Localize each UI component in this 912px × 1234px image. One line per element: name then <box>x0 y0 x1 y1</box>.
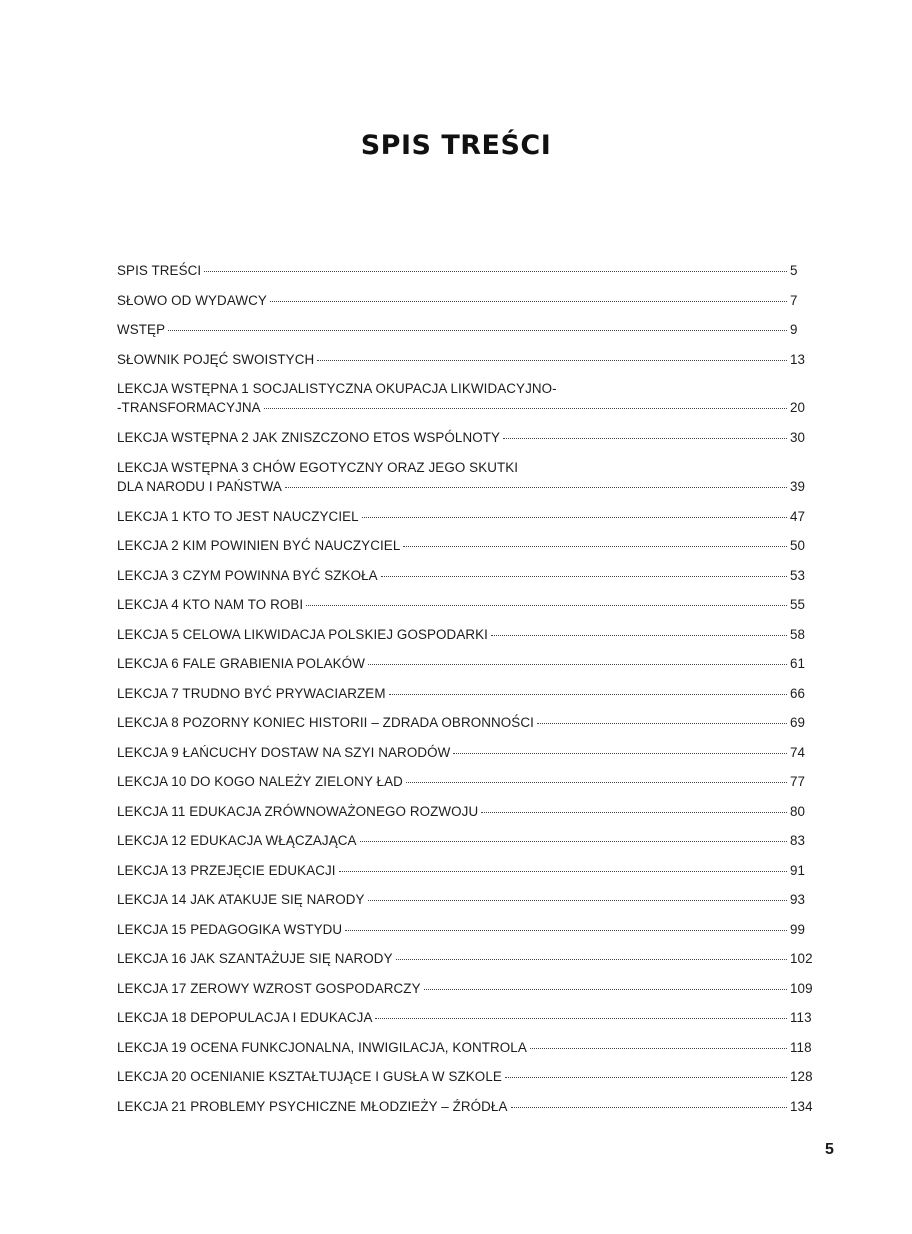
toc-entry[interactable] <box>117 976 820 1006</box>
toc-entry-title: LEKCJA 5 CELOWA LIKWIDACJA POLSKIEJ GOSPODARKI <box>117 626 488 642</box>
toc-entry-title: LEKCJA 14 JAK ATAKUJE SIĘ NARODY <box>117 892 365 907</box>
toc-entry-page: 13 <box>790 351 806 367</box>
toc-entry-page: 134 <box>790 1098 813 1114</box>
toc-entry[interactable] <box>117 533 820 563</box>
dot-leader <box>389 694 787 695</box>
toc-entry[interactable] <box>117 917 820 947</box>
dot-leader <box>381 576 787 577</box>
toc-entry-page: 58 <box>790 626 806 642</box>
toc-entry[interactable] <box>117 622 820 652</box>
toc-entry-title: SPIS TREŚCI <box>117 263 202 278</box>
toc-entry-title: SŁOWO OD WYDAWCY <box>117 292 267 308</box>
toc-entry-page: 118 <box>790 1039 812 1055</box>
toc-entry[interactable] <box>117 376 820 425</box>
toc-entry[interactable] <box>117 455 820 504</box>
toc-entry-title: LEKCJA 17 ZEROWY WZROST GOSPODARCZY <box>117 980 421 996</box>
toc-entry-page: 102 <box>790 951 813 966</box>
dot-leader <box>396 959 787 960</box>
dot-leader <box>511 1107 787 1108</box>
toc-entry-title: LEKCJA 12 EDUKACJA WŁĄCZAJĄCA <box>117 833 357 848</box>
dot-leader <box>345 930 787 931</box>
toc-entry-page: 91 <box>790 862 806 878</box>
dot-leader <box>360 841 787 842</box>
toc-entry-page: 5 <box>790 263 798 278</box>
toc-entry[interactable] <box>117 858 820 888</box>
toc-entry-title: -TRANSFORMACYJNA <box>117 400 261 415</box>
toc-entry[interactable] <box>117 563 820 593</box>
toc-entry[interactable] <box>117 504 820 534</box>
toc-entry-page: 53 <box>790 567 806 583</box>
dot-leader <box>403 546 787 547</box>
toc-entry-page: 61 <box>790 656 806 671</box>
toc-entry-title: LEKCJA 18 DEPOPULACJA I EDUKACJA <box>117 1010 373 1025</box>
toc-entry[interactable] <box>117 681 820 711</box>
dot-leader <box>264 408 787 409</box>
page-title: SPIS TREŚCI <box>360 130 552 162</box>
toc-entry-title: LEKCJA WSTĘPNA 2 JAK ZNISZCZONO ETOS WSPÓLNOTY <box>117 430 501 445</box>
toc-entry-page: 66 <box>790 685 806 701</box>
toc-entry-title: DLA NARODU I PAŃSTWA <box>117 478 282 494</box>
dot-leader <box>339 871 787 872</box>
toc-entry-title: LEKCJA 3 CZYM POWINNA BYĆ SZKOŁA <box>117 567 378 583</box>
toc-entry-title: LEKCJA 2 KIM POWINIEN BYĆ NAUCZYCIEL <box>117 538 401 553</box>
toc-entry-title-line: LEKCJA WSTĘPNA 3 CHÓW EGOTYCZNY ORAZ JEGO SKUTKI <box>117 459 519 475</box>
toc-entry-title: LEKCJA 13 PRZEJĘCIE EDUKACJI <box>117 862 336 878</box>
dot-leader <box>285 487 787 488</box>
toc-entry-title: LEKCJA 21 PROBLEMY PSYCHICZNE MŁODZIEŻY – ŹRÓDŁA <box>117 1098 508 1114</box>
toc-entry-title: LEKCJA 6 FALE GRABIENIA POLAKÓW <box>117 656 365 671</box>
toc-entry[interactable] <box>117 1094 820 1124</box>
dot-leader <box>503 438 787 439</box>
toc-entry-page: 83 <box>790 833 806 848</box>
toc-entry-title: LEKCJA 10 DO KOGO NALEŻY ZIELONY ŁAD <box>117 774 403 789</box>
toc-entry-title: LEKCJA 11 EDUKACJA ZRÓWNOWAŻONEGO ROZWOJU <box>117 803 479 819</box>
toc-entry-page: 20 <box>790 400 806 415</box>
page-number: 5 <box>825 1141 834 1158</box>
dot-leader <box>530 1048 787 1049</box>
toc-entry[interactable] <box>117 651 820 681</box>
toc-entry-page: 69 <box>790 715 806 730</box>
toc-entry-title: LEKCJA 4 KTO NAM TO ROBI <box>117 597 304 612</box>
toc-entry-page: 109 <box>790 980 813 996</box>
toc-entry-title: SŁOWNIK POJĘĆ SWOISTYCH <box>117 351 315 367</box>
toc-entry-title: LEKCJA 20 OCENIANIE KSZTAŁTUJĄCE I GUSŁA W SZKOLE <box>117 1069 502 1084</box>
toc-entry-page: 80 <box>790 803 806 819</box>
toc-entry[interactable] <box>117 769 820 799</box>
dot-leader <box>368 664 787 665</box>
toc-entry-page: 7 <box>790 292 798 308</box>
toc-entry[interactable] <box>117 887 820 917</box>
dot-leader <box>453 753 787 754</box>
dot-leader <box>481 812 787 813</box>
toc-entry-page: 99 <box>790 921 806 937</box>
table-of-contents <box>117 258 820 1123</box>
toc-entry[interactable] <box>117 317 820 347</box>
toc-entry-page: 128 <box>790 1069 813 1084</box>
toc-entry-title: LEKCJA 16 JAK SZANTAŻUJE SIĘ NARODY <box>117 951 393 966</box>
toc-entry-title: LEKCJA 7 TRUDNO BYĆ PRYWACIARZEM <box>117 685 386 701</box>
toc-entry-title: LEKCJA 9 ŁAŃCUCHY DOSTAW NA SZYI NARODÓW <box>117 744 451 760</box>
toc-entry-page: 77 <box>790 774 806 789</box>
dot-leader <box>270 301 787 302</box>
toc-entry-title: LEKCJA 1 KTO TO JEST NAUCZYCIEL <box>117 508 359 524</box>
dot-leader <box>375 1018 787 1019</box>
toc-entry-title: LEKCJA 8 POZORNY KONIEC HISTORII – ZDRADA OBRONNOŚCI <box>117 715 534 730</box>
toc-entry-page: 50 <box>790 538 806 553</box>
toc-entry[interactable] <box>117 828 820 858</box>
toc-entry[interactable] <box>117 1035 820 1065</box>
toc-entry-page: 113 <box>790 1010 812 1025</box>
toc-entry-page: 74 <box>790 744 806 760</box>
toc-entry[interactable] <box>117 592 820 622</box>
dot-leader <box>491 635 787 636</box>
dot-leader <box>368 900 787 901</box>
dot-leader <box>424 989 787 990</box>
toc-entry-title: LEKCJA 19 OCENA FUNKCJONALNA, INWIGILACJA, KONTROLA <box>117 1039 527 1055</box>
toc-entry[interactable] <box>117 258 820 288</box>
toc-entry-page: 9 <box>790 322 798 337</box>
toc-entry[interactable] <box>117 946 820 976</box>
toc-entry-title: LEKCJA 15 PEDAGOGIKA WSTYDU <box>117 921 343 937</box>
dot-leader <box>406 782 787 783</box>
toc-entry-page: 55 <box>790 597 806 612</box>
dot-leader <box>168 330 787 331</box>
dot-leader <box>204 271 787 272</box>
toc-entry-title-line: LEKCJA WSTĘPNA 1 SOCJALISTYCZNA OKUPACJA LIKWIDACYJNO- <box>117 381 557 396</box>
toc-entry[interactable] <box>117 425 820 455</box>
dot-leader <box>306 605 787 606</box>
dot-leader <box>537 723 787 724</box>
dot-leader <box>505 1077 787 1078</box>
toc-entry[interactable] <box>117 1005 820 1035</box>
dot-leader <box>362 517 787 518</box>
toc-entry[interactable] <box>117 1064 820 1094</box>
toc-entry[interactable] <box>117 799 820 829</box>
toc-entry[interactable] <box>117 288 820 318</box>
toc-entry[interactable] <box>117 347 820 377</box>
toc-entry-page: 30 <box>790 430 806 445</box>
toc-entry-page: 39 <box>790 478 806 494</box>
toc-entry-page: 47 <box>790 508 806 524</box>
toc-entry[interactable] <box>117 710 820 740</box>
toc-entry-title: WSTĘP <box>117 322 166 337</box>
toc-entry-page: 93 <box>790 892 806 907</box>
dot-leader <box>317 360 787 361</box>
toc-entry[interactable] <box>117 740 820 770</box>
